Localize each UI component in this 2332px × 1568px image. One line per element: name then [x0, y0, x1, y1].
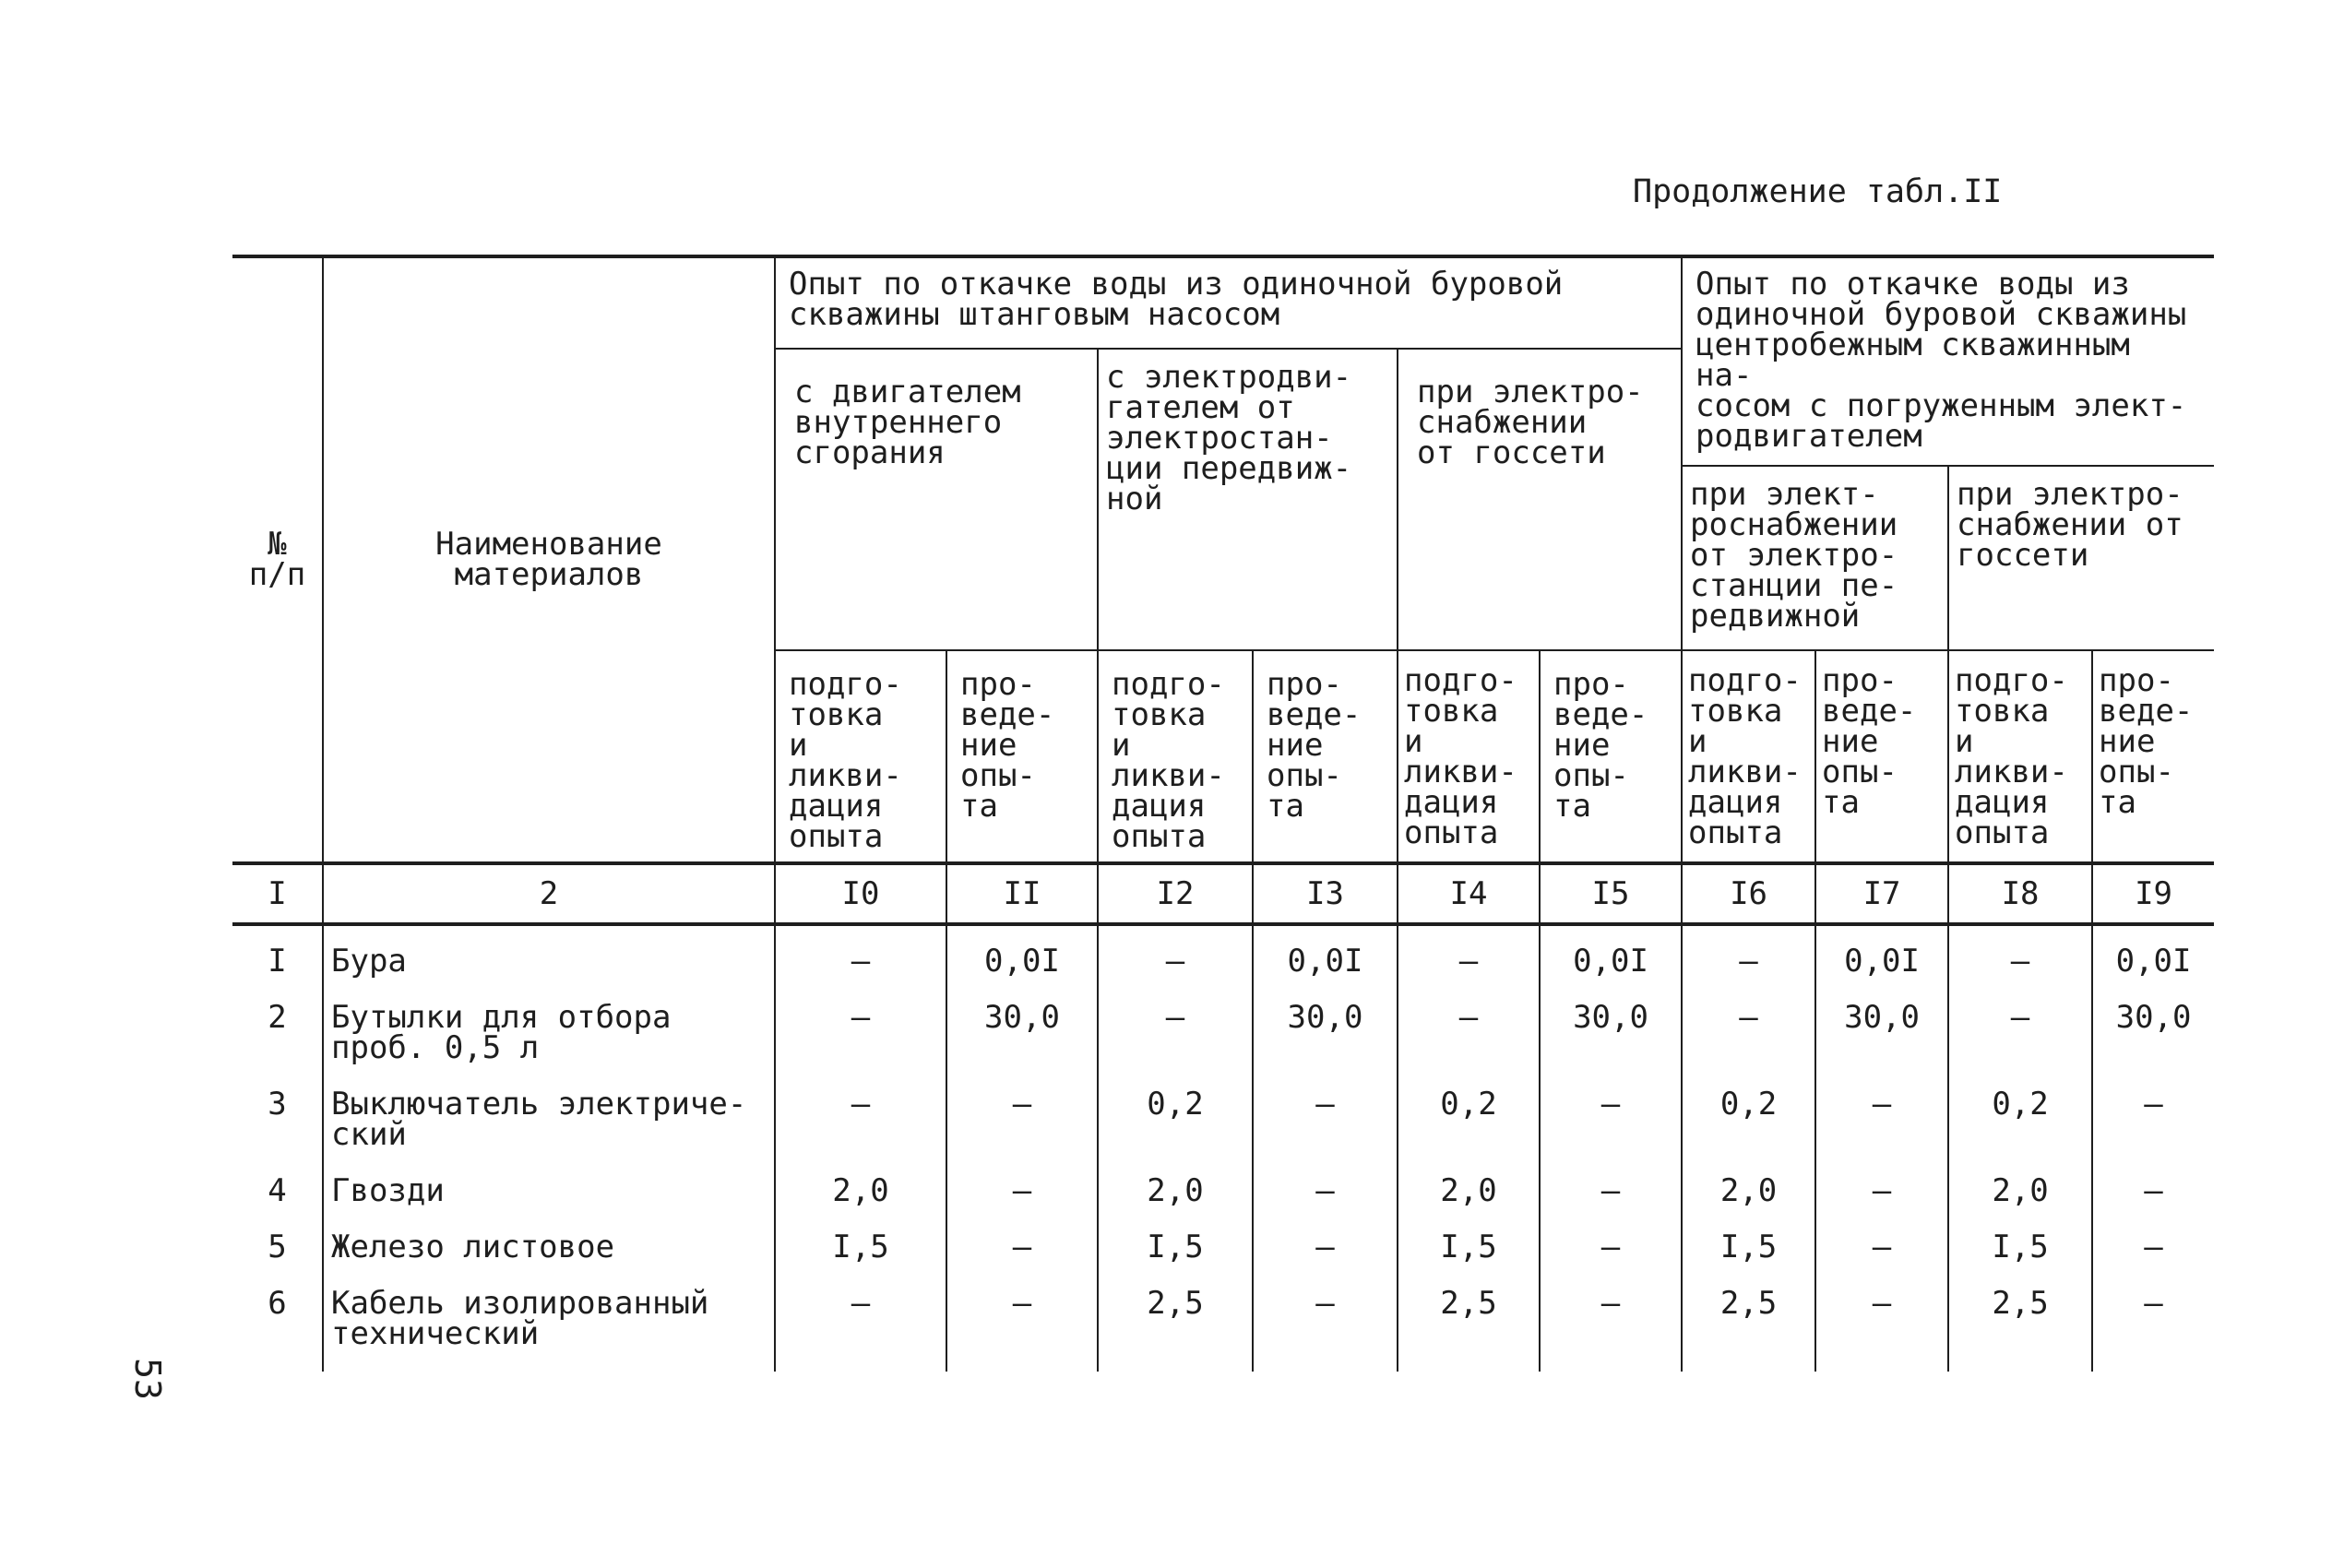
material-name: [323, 1069, 775, 1156]
value-cell: 0,2: [1398, 1069, 1540, 1156]
value-cell: –: [775, 1069, 946, 1156]
column-number: I2: [1098, 863, 1253, 924]
row-number: 4: [232, 1156, 323, 1212]
material-name-text: Бура: [331, 943, 407, 980]
value-cell: –: [775, 1268, 946, 1372]
table-row: [232, 924, 2214, 982]
value-cell: I,5: [775, 1212, 946, 1268]
value-cell: –: [1540, 1069, 1682, 1156]
value-cell: I,5: [1398, 1212, 1540, 1268]
value-cell: –: [1815, 1069, 1948, 1156]
material-name-text: Кабель изолированный технический: [331, 1285, 709, 1352]
col-cond-15: про- веде- ние опы- та: [1540, 650, 1682, 863]
column-number: I0: [775, 863, 946, 924]
value-cell: –: [946, 1156, 1098, 1212]
value-cell: 2,0: [1948, 1156, 2092, 1212]
value-cell: 0,2: [1098, 1069, 1253, 1156]
row-number: 6: [232, 1268, 323, 1372]
value-cell: 30,0: [1540, 982, 1682, 1069]
value-cell: 2,0: [775, 1156, 946, 1212]
value-cell: –: [1253, 1156, 1398, 1212]
value-cell: 30,0: [1253, 982, 1398, 1069]
value-cell: –: [1948, 982, 2092, 1069]
value-cell: –: [946, 1268, 1098, 1372]
value-cell: 2,0: [1098, 1156, 1253, 1212]
col-cond-19: про- веде- ние опы- та: [2092, 650, 2214, 863]
value-cell: 0,2: [1948, 1069, 2092, 1156]
value-cell: –: [1253, 1212, 1398, 1268]
value-cell: –: [775, 924, 946, 982]
col-prep-18: подго- товка и ликви- дация опыта: [1948, 650, 2092, 863]
materials-table: [232, 255, 2214, 1372]
value-cell: I,5: [1098, 1212, 1253, 1268]
material-name: [323, 924, 775, 982]
material-name: [323, 982, 775, 1069]
value-cell: –: [1398, 924, 1540, 982]
material-name-text: Бутылки для отбора проб. 0,5 л: [331, 999, 672, 1066]
col-cond-13: про- веде- ние опы- та: [1253, 650, 1398, 863]
value-cell: –: [2092, 1212, 2214, 1268]
sub-combustion-engine: с двигателем внутреннего сгорания: [775, 349, 1098, 650]
value-cell: –: [1540, 1268, 1682, 1372]
value-cell: 0,0I: [2092, 924, 2214, 982]
value-cell: –: [2092, 1069, 2214, 1156]
column-number: I5: [1540, 863, 1682, 924]
value-cell: –: [1815, 1268, 1948, 1372]
num-header: № п/п: [232, 256, 323, 863]
sub-grid-supply-2: при электро- снабжении от госсети: [1948, 466, 2214, 650]
group-rod-pump-header: Опыт по откачке воды из одиночной буровой скважины штанговым насосом: [775, 256, 1682, 349]
value-cell: –: [1948, 924, 2092, 982]
value-cell: –: [1815, 1156, 1948, 1212]
sub-grid-supply: при электро- снабжении от госсети: [1398, 349, 1682, 650]
column-number: I7: [1815, 863, 1948, 924]
table-row: [232, 982, 2214, 1069]
sub-mobile-station-motor: с электродви- гателем от электростан- ции передвиж- ной: [1098, 349, 1398, 650]
material-name-text: Гвозди: [331, 1172, 445, 1209]
col-prep-16: подго- товка и ликви- дация опыта: [1682, 650, 1815, 863]
value-cell: –: [1815, 1212, 1948, 1268]
value-cell: I,5: [1682, 1212, 1815, 1268]
value-cell: 30,0: [946, 982, 1098, 1069]
value-cell: 2,5: [1948, 1268, 2092, 1372]
sub-mobile-station-supply: при элект- роснабжении от электро- станции пе- редвижной: [1682, 466, 1948, 650]
value-cell: –: [1682, 924, 1815, 982]
value-cell: –: [946, 1069, 1098, 1156]
value-cell: 0,0I: [1253, 924, 1398, 982]
value-cell: –: [1253, 1069, 1398, 1156]
table-row: [232, 1212, 2214, 1268]
col-cond-17: про- веде- ние опы- та: [1815, 650, 1948, 863]
value-cell: 30,0: [1815, 982, 1948, 1069]
value-cell: 2,5: [1098, 1268, 1253, 1372]
material-name: [323, 1212, 775, 1268]
value-cell: –: [1398, 982, 1540, 1069]
column-number: I9: [2092, 863, 2214, 924]
value-cell: 0,2: [1682, 1069, 1815, 1156]
column-number: 2: [323, 863, 775, 924]
value-cell: –: [1540, 1212, 1682, 1268]
col-cond-11: про- веде- ние опы- та: [946, 650, 1098, 863]
column-number: I: [232, 863, 323, 924]
column-number-row: [232, 863, 2214, 924]
column-number: I6: [1682, 863, 1815, 924]
value-cell: –: [775, 982, 946, 1069]
row-number: 5: [232, 1212, 323, 1268]
value-cell: 0,0I: [1540, 924, 1682, 982]
table-row: [232, 1156, 2214, 1212]
value-cell: 2,0: [1398, 1156, 1540, 1212]
value-cell: –: [946, 1212, 1098, 1268]
row-number: 3: [232, 1069, 323, 1156]
name-header: Наименование материалов: [323, 256, 775, 863]
value-cell: 2,5: [1682, 1268, 1815, 1372]
value-cell: 30,0: [2092, 982, 2214, 1069]
value-cell: –: [1540, 1156, 1682, 1212]
group-centrifugal-pump-header: Опыт по откачке воды из одиночной буровой скважины центробежным скважинным на- сосом с погруженным элект- родвигателем: [1682, 256, 2214, 466]
value-cell: –: [1682, 982, 1815, 1069]
col-prep-14: подго- товка и ликви- дация опыта: [1398, 650, 1540, 863]
col-prep-12: подго- товка и ликви- дация опыта: [1098, 650, 1253, 863]
value-cell: 2,0: [1682, 1156, 1815, 1212]
column-number: I3: [1253, 863, 1398, 924]
value-cell: 0,0I: [1815, 924, 1948, 982]
value-cell: –: [1253, 1268, 1398, 1372]
material-name: [323, 1268, 775, 1372]
material-name: [323, 1156, 775, 1212]
value-cell: –: [1098, 924, 1253, 982]
column-number: I4: [1398, 863, 1540, 924]
column-number: II: [946, 863, 1098, 924]
value-cell: –: [2092, 1268, 2214, 1372]
value-cell: –: [1098, 982, 1253, 1069]
value-cell: 0,0I: [946, 924, 1098, 982]
column-number: I8: [1948, 863, 2092, 924]
table-row: [232, 1069, 2214, 1156]
value-cell: 2,5: [1398, 1268, 1540, 1372]
page-number: 53: [127, 1358, 168, 1400]
col-prep-10: подго- товка и ликви- дация опыта: [775, 650, 946, 863]
material-name-text: Выключатель электриче- ский: [331, 1086, 747, 1153]
material-name-text: Железо листовое: [331, 1229, 615, 1265]
row-number: 2: [232, 982, 323, 1069]
table-row: [232, 1268, 2214, 1372]
table-caption: Продолжение табл.II: [1633, 173, 2003, 210]
value-cell: –: [2092, 1156, 2214, 1212]
row-number: I: [232, 924, 323, 982]
value-cell: I,5: [1948, 1212, 2092, 1268]
